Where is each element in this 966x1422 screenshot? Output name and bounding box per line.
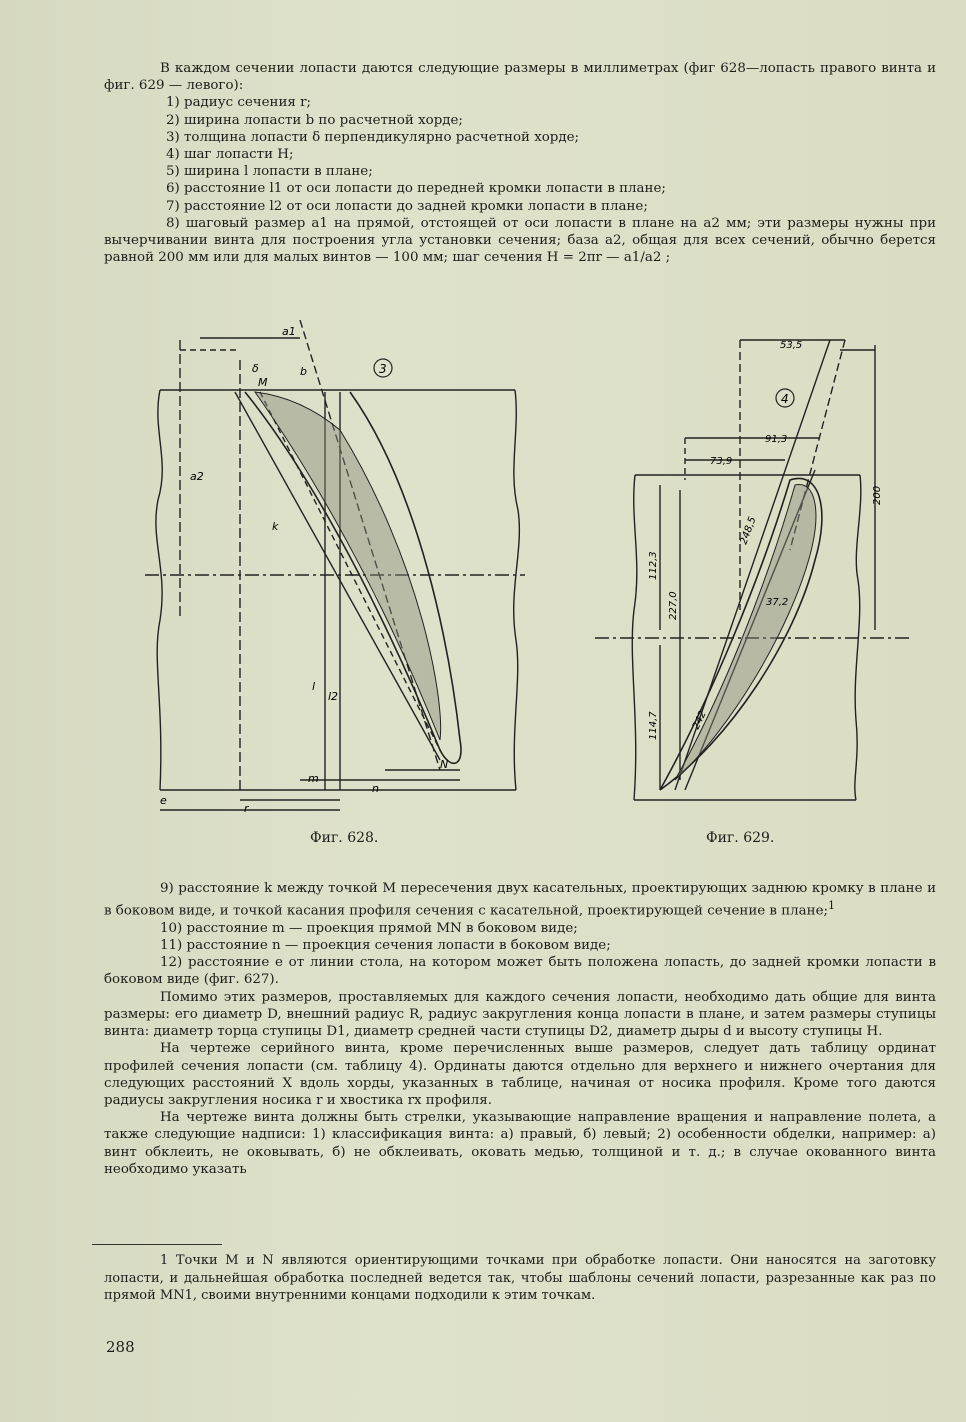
dim-37-2: 37,2 [766, 597, 789, 608]
figure-629-drawing [590, 320, 920, 810]
dim-53-5: 53,5 [780, 340, 803, 351]
list-item-3: 3) толщина лопасти δ перпендикулярно расчетной хорде; [166, 129, 580, 145]
list-item-11: 11) расстояние n — проекция сечения лопасти в боковом виде; [160, 938, 611, 954]
dim-91-3: 91,3 [765, 434, 788, 445]
list-item-9-text: 9) расстояние k между точкой M пересечения двух касательных, проектирующих заднюю кромку в плане и в боковом виде, и точкой касания профиля сечения с касательной, проектирующей сечение в плане; [104, 881, 936, 919]
list-item-1: 1) радиус сечения r; [166, 95, 312, 111]
dim-73-9: 73,9 [710, 456, 733, 467]
label-n: n [372, 782, 379, 795]
list-item-9 [104, 880, 936, 920]
list-item-2: 2) ширина лопасти b по расчетной хорде; [166, 112, 463, 128]
label-M: M [258, 376, 268, 389]
fig628-number: 3 [379, 362, 387, 376]
dim-112-3: 112,3 [648, 551, 659, 580]
label-b: b [300, 365, 307, 378]
top-text-block [104, 60, 936, 266]
list-item-6: 6) расстояние l1 от оси лопасти до передней кромки лопасти в плане; [166, 181, 666, 197]
dim-114-7: 114,7 [648, 711, 659, 740]
bottom-text-block [104, 880, 936, 1178]
dim-200: 200 [872, 485, 883, 505]
dim-248-5: 248,5 [738, 515, 759, 547]
footnote-ref: 1 [828, 899, 836, 913]
fig629-number: 4 [781, 392, 789, 406]
label-a2: a2 [190, 470, 204, 483]
figure-628-caption: Фиг. 628. [310, 830, 379, 846]
label-r: r [244, 802, 249, 815]
intro-paragraph: В каждом сечении лопасти даются следующие размеры в миллиметрах (фиг 628—лопасть правого винта и фиг. 629 — левого): [104, 61, 936, 94]
label-l: l [312, 680, 316, 693]
label-k: k [272, 520, 279, 533]
list-item-12: 12) расстояние e от линии стола, на котором может быть положена лопасть, до задней кромки лопасти в боковом виде (фиг. 627). [104, 955, 936, 988]
paragraph-general-dims: Помимо этих размеров, проставляемых для каждого сечения лопасти, необходимо дать общие для винта размеры: его диаметр D, внешний радиус R, радиус закругления конца лопасти в плане, и затем размеры ступицы винта: диаметр торца ступицы D1, диаметр средней части ступицы D2, диаметр дыры d и высоту ступицы H. [104, 989, 936, 1040]
page-number: 288 [106, 1338, 135, 1356]
label-N: N [440, 758, 449, 771]
label-a1: a1 [282, 325, 296, 338]
list-item-7: 7) расстояние l2 от оси лопасти до задней кромки лопасти в плане; [166, 198, 648, 214]
dim-242: 242 [690, 709, 709, 732]
label-e: e [160, 794, 167, 807]
figure-628-drawing [140, 320, 530, 820]
dim-227-0: 227,0 [668, 591, 679, 620]
footnote-divider [92, 1244, 222, 1245]
paragraph-arrows: На чертеже винта должны быть стрелки, указывающие направление вращения и направление полета, а также следующие надписи: 1) классификация винта: а) правый, б) левый; 2) особенности обделки, например: а) винт обклеить, не оковывать, б) не обклеивать, оковать медью, толщиной и т. д.; в случае окованного винта необходимо указать [104, 1110, 936, 1177]
footnote-text: Точки M и N являются ориентирующими точками при обработке лопасти. Они наносятся на заготовку лопасти, и дальнейшая обработка последней ведется так, чтобы шаблоны сечений лопасти, разрезанные как раз по прямой MN1, своими внутренними концами подходили к этим точкам. [104, 1253, 936, 1303]
list-item-8: 8) шаговый размер a1 на прямой, отстоящей от оси лопасти в плане на a2 мм; эти размеры нужны при вычерчивании винта для построения угла установки сечения; база a2, общая для всех сечений, обычно берется равной 200 мм или для малых винтов — 100 мм; шаг сечения H = 2πr — a1/a2 ; [104, 215, 936, 266]
list-item-4: 4) шаг лопасти H; [166, 147, 294, 163]
list-item-5: 5) ширина l лопасти в плане; [166, 164, 373, 180]
label-delta: δ [252, 362, 259, 375]
footnote [104, 1252, 936, 1305]
label-m: m [308, 772, 319, 785]
figure-629-caption: Фиг. 629. [706, 830, 775, 846]
footnote-mark: 1 [160, 1253, 169, 1268]
list-item-10: 10) расстояние m — проекция прямой MN в боковом виде; [160, 920, 578, 936]
label-l2: l2 [328, 690, 339, 703]
paragraph-serial-propeller: На чертеже серийного винта, кроме перечисленных выше размеров, следует дать таблицу ординат профилей сечения лопасти (см. таблицу 4). Ординаты даются отдельно для верхнего и нижнего очертания для следующих расстояний X вдоль хорды, указанных в таблице, начиная от носика профиля. Кроме того даются радиусы закругления носика r и хвостика rx профиля. [104, 1041, 936, 1108]
